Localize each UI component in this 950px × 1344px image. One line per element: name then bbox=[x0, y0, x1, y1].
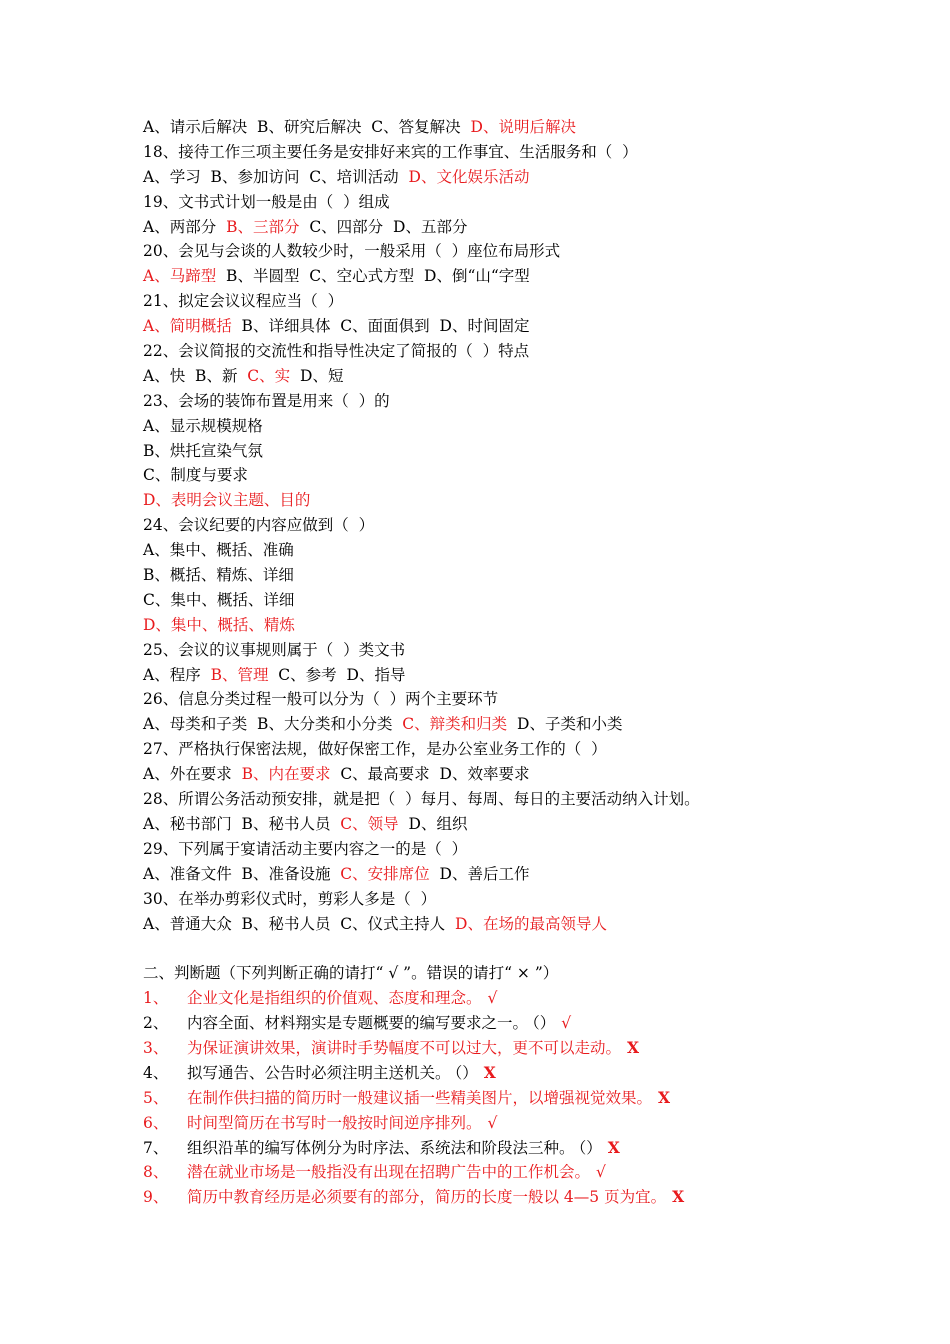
question-line bbox=[143, 538, 923, 563]
question-line bbox=[143, 339, 923, 364]
judgment-text: 时间型简历在书写时一般按时间逆序排列。 bbox=[187, 1113, 482, 1132]
question-text: 29、下列属于宴请活动主要内容之一的是（ ） bbox=[143, 839, 468, 858]
question-text: 26、信息分类过程一般可以分为（ ）两个主要环节 bbox=[143, 690, 499, 709]
question-text: C、制度与要求 bbox=[143, 466, 248, 485]
judgment-item bbox=[143, 1160, 923, 1185]
judgment-number: 5、 bbox=[143, 1088, 169, 1107]
question-line bbox=[143, 314, 923, 339]
check-mark: √ bbox=[561, 1014, 572, 1033]
question-text: 30、在举办剪彩仪式时，剪彩人多是（ ） bbox=[143, 889, 437, 908]
question-line bbox=[143, 638, 923, 663]
judgment-list bbox=[143, 986, 923, 1210]
answer-parentheses: （） bbox=[454, 1063, 478, 1082]
judgment-number: 9、 bbox=[143, 1188, 169, 1207]
question-line bbox=[143, 812, 923, 837]
question-line bbox=[143, 389, 923, 414]
question-text: B、详细具体 C、面面俱到 D、时间固定 bbox=[231, 317, 530, 336]
question-line bbox=[143, 190, 923, 215]
answer-text: C、辩类和归类 bbox=[402, 715, 508, 734]
question-text: 20、会见与会谈的人数较少时，一般采用（ ）座位布局形式 bbox=[143, 242, 561, 261]
judgment-text: 在制作供扫描的简历时一般建议插一些精美图片，以增强视觉效果。 bbox=[187, 1088, 653, 1107]
question-line bbox=[143, 563, 923, 588]
question-text: 28、所谓公务活动预安排，就是把（ ）每月、每周、每日的主要活动纳入计划。 bbox=[143, 790, 700, 809]
answer-text: C、实 bbox=[247, 366, 291, 385]
question-text: C、参考 D、指导 bbox=[268, 665, 406, 684]
question-text: 22、会议简报的交流性和指导性决定了简报的（ ）特点 bbox=[143, 342, 530, 361]
question-text: A、显示规模规格 bbox=[143, 416, 263, 435]
answer-text: D、集中、概括、精炼 bbox=[143, 615, 295, 634]
question-line bbox=[143, 687, 923, 712]
answer-text: A、简明概括 bbox=[143, 317, 232, 336]
question-line bbox=[143, 264, 923, 289]
answer-text: D、说明后解决 bbox=[470, 118, 576, 136]
question-line bbox=[143, 712, 923, 737]
question-text: D、短 bbox=[290, 366, 344, 385]
answer-text: D、在场的最高领导人 bbox=[455, 914, 607, 933]
question-line bbox=[143, 862, 923, 887]
question-text: A、准备文件 B、准备设施 bbox=[143, 864, 341, 883]
question-text: 25、会议的议事规则属于（ ）类文书 bbox=[143, 640, 406, 659]
question-text: B、烘托宣染气氛 bbox=[143, 441, 263, 460]
judgment-number: 4、 bbox=[143, 1063, 169, 1082]
answer-text: A、马蹄型 bbox=[143, 267, 217, 286]
judgment-number: 6、 bbox=[143, 1113, 169, 1132]
question-text: 24、会议纪要的内容应做到（ ） bbox=[143, 516, 375, 535]
question-line bbox=[143, 513, 923, 538]
question-text: D、组织 bbox=[398, 814, 468, 833]
question-list bbox=[143, 115, 923, 936]
judgment-item bbox=[143, 1061, 923, 1086]
judgment-text: 潜在就业市场是一般指没有出现在招聘广告中的工作机会。 bbox=[187, 1163, 591, 1182]
answer-text: D、表明会议主题、目的 bbox=[143, 491, 311, 510]
question-line bbox=[143, 439, 923, 464]
judgment-item bbox=[143, 1136, 923, 1161]
cross-mark: X bbox=[627, 1037, 640, 1057]
answer-text: B、内在要求 bbox=[241, 765, 331, 784]
question-line bbox=[143, 737, 923, 762]
question-line bbox=[143, 140, 923, 165]
question-line bbox=[143, 762, 923, 787]
judgment-number: 8、 bbox=[143, 1163, 169, 1182]
question-text: A、秘书部门 B、秘书人员 bbox=[143, 814, 341, 833]
question-line bbox=[143, 364, 923, 389]
question-text: B、半圆型 C、空心式方型 D、倒“山“字型 bbox=[216, 267, 530, 286]
question-text: A、程序 bbox=[143, 665, 211, 684]
question-line bbox=[143, 613, 923, 638]
judgment-item bbox=[143, 986, 923, 1011]
judgment-item bbox=[143, 1086, 923, 1111]
question-line bbox=[143, 239, 923, 264]
answer-text: C、安排席位 bbox=[340, 864, 430, 883]
question-text: 18、接待工作三项主要任务是安排好来宾的工作事宜、生活服务和（ ） bbox=[143, 142, 638, 161]
question-line bbox=[143, 488, 923, 513]
judgment-text: 内容全面、材料翔实是专题概要的编写要求之一。 bbox=[187, 1014, 529, 1033]
document-body bbox=[143, 115, 923, 1210]
answer-text: D、文化娱乐活动 bbox=[408, 167, 530, 186]
section-title: 二、判断题（下列判断正确的请打“ √ ”。错误的请打“ × ”） bbox=[143, 964, 559, 983]
question-text: 21、拟定会议议程应当（ ） bbox=[143, 292, 344, 311]
question-text: A、学习 B、参加访问 C、培训活动 bbox=[143, 167, 409, 186]
question-line bbox=[143, 165, 923, 190]
question-line bbox=[143, 215, 923, 240]
question-text: B、概括、精炼、详细 bbox=[143, 566, 294, 585]
question-text: C、四部分 D、五部分 bbox=[299, 217, 468, 236]
question-line bbox=[143, 837, 923, 862]
check-mark: √ bbox=[487, 989, 498, 1008]
question-text: A、母类和子类 B、大分类和小分类 bbox=[143, 715, 403, 734]
question-text: A、两部分 bbox=[143, 217, 227, 236]
question-text: 27、严格执行保密法规，做好保密工作，是办公室业务工作的（ ） bbox=[143, 740, 607, 759]
judgment-text: 企业文化是指组织的价值观、态度和理念。 bbox=[187, 989, 482, 1008]
question-text: 19、文书式计划一般是由（ ）组成 bbox=[143, 192, 390, 211]
judgment-number: 2、 bbox=[143, 1014, 169, 1033]
question-text: A、普通大众 B、秘书人员 C、仪式主持人 bbox=[143, 914, 456, 933]
judgment-text: 组织沿革的编写体例分为时序法、系统法和阶段法三种。 bbox=[187, 1138, 575, 1157]
question-line bbox=[143, 912, 923, 937]
question-text: D、子类和小类 bbox=[507, 715, 623, 734]
question-text: 23、会场的装饰布置是用来（ ）的 bbox=[143, 391, 390, 410]
question-text: A、请示后解决 B、研究后解决 C、答复解决 bbox=[143, 118, 471, 136]
question-line bbox=[143, 787, 923, 812]
judgment-number: 3、 bbox=[143, 1038, 169, 1057]
question-line bbox=[143, 663, 923, 688]
question-text: C、最高要求 D、效率要求 bbox=[330, 765, 530, 784]
answer-text: B、三部分 bbox=[226, 217, 300, 236]
section-gap bbox=[143, 936, 923, 961]
check-mark: √ bbox=[596, 1163, 606, 1182]
question-line bbox=[143, 463, 923, 488]
question-line bbox=[143, 588, 923, 613]
question-text: C、集中、概括、详细 bbox=[143, 590, 295, 609]
judgment-text: 拟写通告、公告时必须注明主送机关。 bbox=[187, 1063, 451, 1082]
judgment-text: 为保证演讲效果，演讲时手势幅度不可以过大，更不可以走动。 bbox=[187, 1038, 622, 1057]
cross-mark: X bbox=[672, 1187, 685, 1207]
question-text: D、善后工作 bbox=[429, 864, 530, 883]
question-line bbox=[143, 115, 923, 140]
judgment-text: 简历中教育经历是必须要有的部分，简历的长度一般以 4—5 页为宜。 bbox=[187, 1188, 667, 1207]
answer-text: B、管理 bbox=[210, 665, 269, 684]
question-line bbox=[143, 414, 923, 439]
question-text: A、外在要求 bbox=[143, 765, 242, 784]
answer-text: C、领导 bbox=[340, 814, 399, 833]
question-line bbox=[143, 887, 923, 912]
check-mark: √ bbox=[487, 1113, 498, 1132]
question-line bbox=[143, 289, 923, 314]
answer-parentheses: （） bbox=[532, 1014, 556, 1033]
cross-mark: X bbox=[483, 1062, 496, 1082]
judgment-number: 1、 bbox=[143, 989, 169, 1008]
judgment-item bbox=[143, 1036, 923, 1061]
judgment-number: 7、 bbox=[143, 1138, 169, 1157]
answer-parentheses: （） bbox=[578, 1138, 602, 1157]
judgment-item bbox=[143, 1011, 923, 1036]
judgment-item bbox=[143, 1111, 923, 1136]
question-text: A、集中、概括、准确 bbox=[143, 541, 294, 560]
judgment-item bbox=[143, 1185, 923, 1210]
cross-mark: X bbox=[658, 1087, 671, 1107]
question-text: A、快 B、新 bbox=[143, 366, 248, 385]
cross-mark: X bbox=[607, 1137, 620, 1157]
